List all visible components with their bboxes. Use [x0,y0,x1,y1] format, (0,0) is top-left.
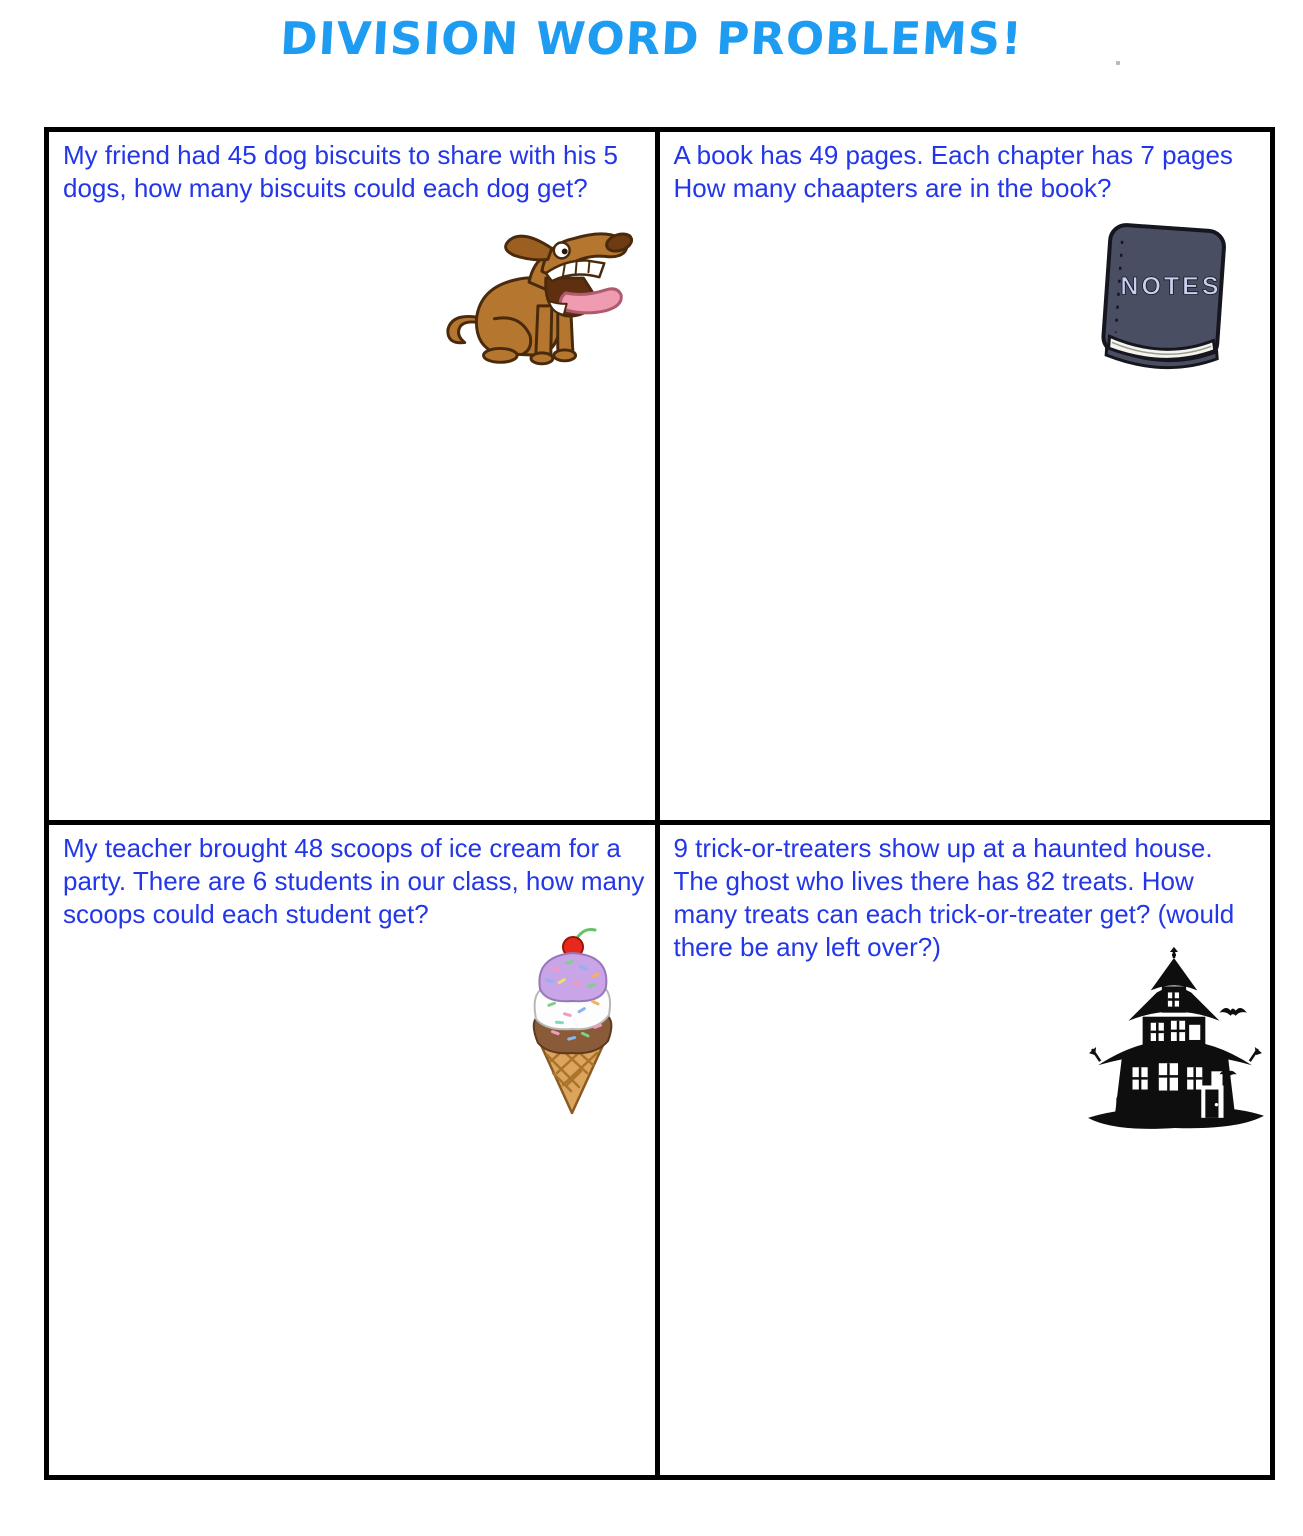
dog-clipart-svg [435,218,633,368]
problem-4-text: 9 trick-or-treaters show up at a haunted house. The ghost who lives there has 82 treats. How many treats can each trick-or-treater get? (would there be any left over?) [673,833,1235,962]
problem-2-text: A book has 49 pages. Each chapter has 7 pages How many chaapters are in the book? [673,140,1233,203]
book-cover-label: NOTES [1119,272,1222,301]
ice-cream-image [509,925,639,1120]
problem-1-text: My friend had 45 dog biscuits to share with his 5 dogs, how many biscuits could each dog get? [63,140,618,203]
problem-cell-3 [49,825,660,1475]
worksheet-title: DIVISION WORD PROBLEMS! [278,12,1025,65]
dog-image [435,218,633,368]
problems-grid [44,127,1275,1480]
notes-book-image [1078,222,1252,382]
stray-mark [1116,61,1120,65]
notes-book-clipart-svg [1078,222,1252,382]
problem-cell-1 [49,132,660,825]
ice-cream-clipart-svg [509,925,639,1120]
haunted-house-image [1086,945,1266,1141]
haunted-house-clipart-svg [1086,945,1266,1141]
problem-cell-4 [660,825,1271,1475]
problem-3-text: My teacher brought 48 scoops of ice cream for a party. There are 6 students in our class, how many scoops could each student get? [63,833,645,929]
problem-cell-2 [660,132,1271,825]
